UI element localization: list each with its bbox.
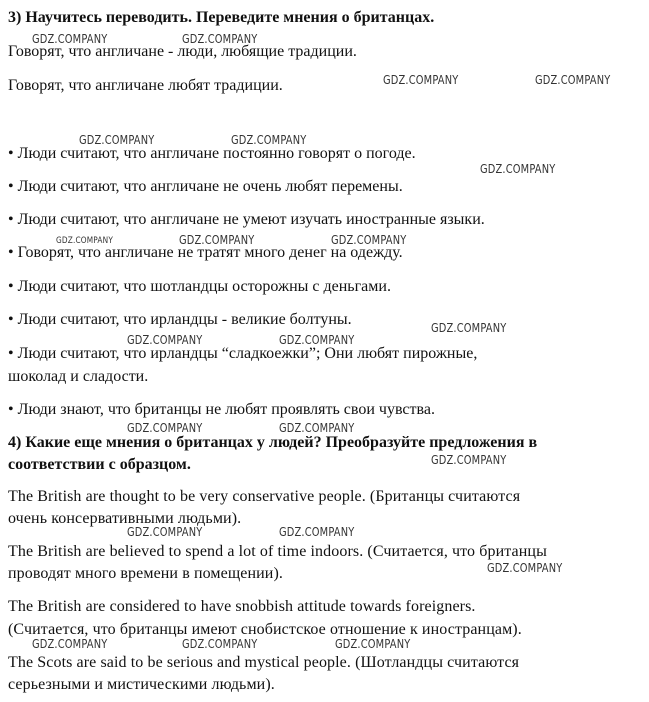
watermark: GDZ.COMPANY (480, 162, 556, 176)
watermark: GDZ.COMPANY (431, 453, 507, 467)
section3-heading: 3) Научитесь переводить. Переведите мнения о британцах. (8, 9, 435, 26)
example-line: Говорят, что англичане - люди, любящие традиции. (8, 43, 357, 60)
watermark: GDZ.COMPANY (179, 233, 255, 247)
bullet-item: • Люди считают, что англичане постоянно говорят о погоде. (8, 145, 416, 162)
watermark: GDZ.COMPANY (487, 561, 563, 575)
watermark: GDZ.COMPANY (231, 133, 307, 147)
example-line: Говорят, что англичане любят традиции. (8, 77, 283, 94)
watermark: GDZ.COMPANY (331, 233, 407, 247)
section4-heading: 4) Какие еще мнения о британцах у людей? Преобразуйте предложения в (8, 434, 538, 451)
answer-line: The Scots are said to be serious and mystical people. (Шотландцы считаются (8, 654, 520, 671)
watermark: GDZ.COMPANY (279, 333, 355, 347)
answer-line: The British are thought to be very conservative people. (Британцы считаются (8, 488, 521, 505)
bullet-item-continuation: шоколад и сладости. (8, 368, 149, 385)
watermark: GDZ.COMPANY (279, 525, 355, 539)
answer-line: проводят много времени в помещении). (8, 565, 283, 582)
watermark: GDZ.COMPANY (127, 333, 203, 347)
bullet-item: • Люди считают, что англичане не очень любят перемены. (8, 178, 403, 195)
watermark: GDZ.COMPANY (127, 421, 203, 435)
watermark: GDZ.COMPANY (535, 73, 611, 87)
bullet-item: • Люди считают, что ирландцы “сладкоежки”; Они любят пирожные, (8, 345, 478, 362)
watermark: GDZ.COMPANY (32, 637, 108, 651)
watermark: GDZ.COMPANY (182, 637, 258, 651)
watermark: GDZ.COMPANY (335, 637, 411, 651)
watermark: GDZ.COMPANY (279, 421, 355, 435)
answer-line: серьезными и мистическими людьми). (8, 676, 275, 693)
watermark: GDZ.COMPANY (182, 32, 258, 46)
watermark: GDZ.COMPANY (56, 236, 114, 246)
bullet-item: • Люди считают, что шотландцы осторожны с деньгами. (8, 278, 391, 295)
answer-line: очень консервативными людьми). (8, 510, 242, 527)
bullet-item: • Говорят, что англичане не тратят много денег на одежду. (8, 244, 403, 261)
bullet-item: • Люди знают, что британцы не любят проявлять свои чувства. (8, 401, 435, 418)
watermark: GDZ.COMPANY (127, 525, 203, 539)
bullet-item: • Люди считают, что англичане не умеют изучать иностранные языки. (8, 211, 485, 228)
bullet-item: • Люди считают, что ирландцы - великие болтуны. (8, 311, 352, 328)
answer-line: The British are believed to spend a lot of time indoors. (Считается, что британцы (8, 543, 547, 560)
watermark: GDZ.COMPANY (383, 73, 459, 87)
answer-line: The British are considered to have snobbish attitude towards foreigners. (8, 598, 476, 615)
section4-heading-continuation: соответствии с образцом. (8, 456, 191, 473)
watermark: GDZ.COMPANY (431, 321, 507, 335)
watermark: GDZ.COMPANY (32, 32, 108, 46)
watermark: GDZ.COMPANY (79, 133, 155, 147)
answer-line: (Считается, что британцы имеют снобистское отношение к иностранцам). (8, 621, 522, 638)
